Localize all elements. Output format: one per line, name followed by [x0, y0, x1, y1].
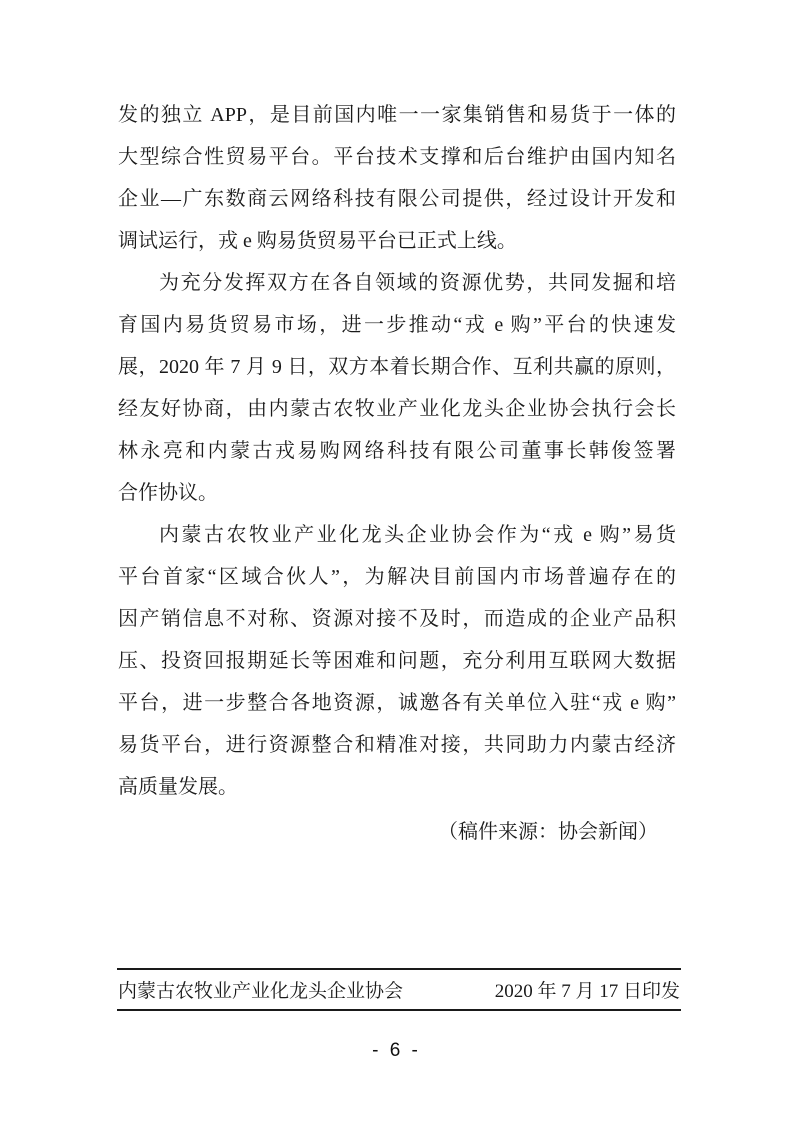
paragraph — [118, 94, 676, 262]
text-line: 合作协议。 — [118, 482, 218, 504]
text-line: 为充分发挥双方在各自领域的资源优势，共同发掘和培 — [159, 272, 676, 294]
paragraph — [118, 262, 676, 514]
print-date: 2020 年 7 月 17 日印发 — [494, 981, 680, 1002]
text-line: 压、投资回报期延长等困难和问题，充分利用互联网大数据 — [118, 650, 676, 672]
document-body — [118, 94, 676, 850]
text-line: 调试运行，戎 e 购易货贸易平台已正式上线。 — [118, 230, 517, 252]
text-line: 因产销信息不对称、资源对接不及时，而造成的企业产品积 — [118, 608, 676, 630]
text-line: 大型综合性贸易平台。平台技术支撑和后台维护由国内知名 — [118, 146, 676, 168]
text-line: 经友好协商，由内蒙古农牧业产业化龙头企业协会执行会长 — [118, 398, 676, 420]
text-line: 高质量发展。 — [118, 776, 238, 798]
paragraph — [118, 514, 676, 808]
text-line: 平台首家“区域合伙人”，为解决目前国内市场普遍存在的 — [118, 566, 676, 588]
source-attribution: （稿件来源：协会新闻） — [438, 821, 658, 843]
issuer-name: 内蒙古农牧业产业化龙头企业协会 — [118, 981, 404, 1002]
text-line: 内蒙古农牧业产业化龙头企业协会作为“戎 e 购”易货 — [159, 524, 676, 546]
text-line: 平台，进一步整合各地资源，诚邀各有关单位入驻“戎 e 购” — [118, 692, 676, 714]
text-line: 展，2020 年 7 月 9 日，双方本着长期合作、互利共赢的原则， — [118, 356, 676, 378]
text-line: 易货平台，进行资源整合和精准对接，共同助力内蒙古经济 — [118, 734, 676, 756]
text-line: 发的独立 APP，是目前国内唯一一家集销售和易货于一体的 — [118, 104, 676, 126]
page-number: - 6 - — [372, 1040, 421, 1061]
document-footer — [117, 968, 681, 1011]
text-line: 林永亮和内蒙古戎易购网络科技有限公司董事长韩俊签署 — [118, 440, 676, 462]
text-line: 企业—广东数商云网络科技有限公司提供，经过设计开发和 — [118, 188, 676, 210]
text-line: 育国内易货贸易市场，进一步推动“戎 e 购”平台的快速发 — [118, 314, 676, 336]
